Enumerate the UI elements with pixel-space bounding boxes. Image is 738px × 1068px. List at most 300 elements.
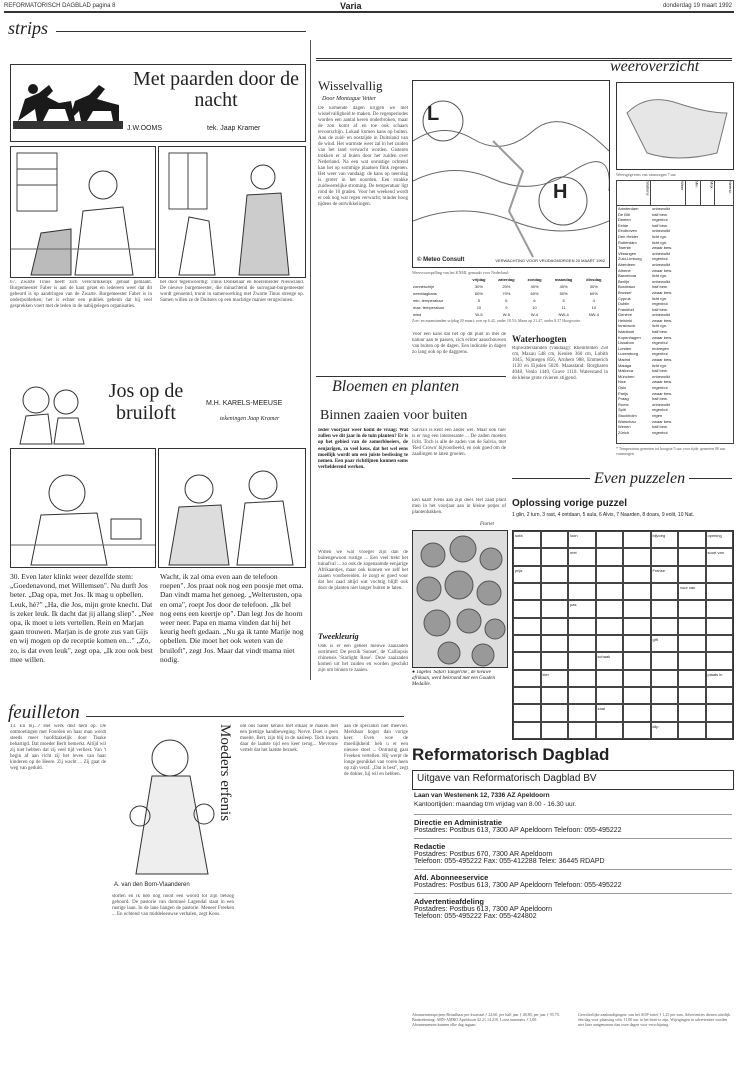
obs-station: Warschau xyxy=(618,418,636,424)
header-rule xyxy=(4,11,734,13)
obs-station: Stockholm xyxy=(618,412,637,418)
forecast-day: dinsdag xyxy=(586,277,602,282)
comic2-text-a: 30. Even later klinkt weer dezelfde stem: „Goedenavond, met Willemsen". Nu durft Jos beter. „Dag opa, met Jos. Ik mag u opbellen. Leuk, hè?" „Ha, die Jos, mijn grote knecht. Dat is zeker leuk. Ik dacht dat jij allang sliep". „Nee opa, ik moet u iets vertellen. Rein en Marjan gaan trouwen. Marjan is de grote zus van Gijs en wij mogen op de receptie komen en..." „Zo, zo, is dat even leuk", zegt opa. „Ik zou ook best mee willen. xyxy=(10,572,154,664)
crossword-cell: opening xyxy=(706,531,734,548)
obs-station: Luxemburg xyxy=(618,351,639,357)
obs-station: Malaga xyxy=(618,362,632,368)
comic2-title: Jos op de bruiloft xyxy=(108,380,184,424)
rd-hours: Kantoortijden: maandag t/m vrijdag van 8.00 - 16.30 uur. xyxy=(414,801,577,808)
obs-weather: licht rgn. xyxy=(652,273,668,279)
obs-row xyxy=(618,430,733,436)
obs-weather: regenbui xyxy=(652,385,668,390)
crossword-cell xyxy=(678,600,706,617)
crossword-cell xyxy=(513,687,541,704)
crossword-cell xyxy=(513,704,541,721)
obs-station: Dublin xyxy=(618,301,630,307)
crossword-cell xyxy=(651,652,679,669)
obs-station: Deelen xyxy=(618,217,631,223)
obs-station: Athene xyxy=(618,267,631,273)
rd-address: Laan van Westenenk 12, 7336 AZ Apeldoorn xyxy=(414,792,550,799)
feuilleton-section-title: feuilleton xyxy=(8,702,80,723)
obs-weather: onbewolkt xyxy=(652,373,671,379)
crossword-cell xyxy=(596,618,624,635)
feuilleton-col-1: 13. En bij...? Het werk dikt hem op. De ontmoetingen met Foorden en haar man wordt steeds meer hoofdzakelijk door Tisake behartigd. Dat moeder Berlt bemerkt. Altijd wil zij niet hebben dat zij veel tijd verliest. Van 't begin af aan richt zij het leven van haar kinderen op de Heere. Zij wacht ... Zij gaat de weg van geduld. xyxy=(10,724,106,771)
crossword-cell: klip xyxy=(651,722,679,739)
crossword-cell: plaats in xyxy=(706,670,734,687)
crossword-cell xyxy=(568,652,596,669)
obs-station: Aberdeen xyxy=(618,261,636,267)
crossword-cell xyxy=(706,635,734,652)
obs-station: Split xyxy=(618,407,626,413)
rd-section-title: Redactie xyxy=(414,842,446,851)
obs-station: Bordeaux xyxy=(618,284,636,290)
forecast-cell: 5 xyxy=(562,298,565,303)
crossword-cell xyxy=(596,687,624,704)
horses-silhouette-icon xyxy=(13,75,123,131)
crossword-cell xyxy=(651,687,679,704)
crossword-cell: met xyxy=(568,548,596,565)
comic1-banner xyxy=(10,64,306,142)
obs-weather: half bew. xyxy=(652,396,668,402)
obs-weather: licht rgn. xyxy=(652,295,668,301)
obs-weather: half bew. xyxy=(652,368,668,374)
forecast-day: maandag xyxy=(554,277,573,282)
forecast-cell: 30% xyxy=(589,284,598,289)
forecast-day: zaterdag xyxy=(498,277,515,282)
crossword-cell xyxy=(623,670,651,687)
crossword-cell: bijvoeg xyxy=(651,531,679,548)
crossword-cell xyxy=(541,652,569,669)
obs-weather: half bew. xyxy=(652,284,668,290)
crossword-cell xyxy=(678,652,706,669)
crossword-cell xyxy=(651,600,679,617)
crossword-cell xyxy=(596,566,624,583)
obs-weather: regen xyxy=(652,412,663,418)
forecast-row-label: min. temperatuur xyxy=(413,298,444,303)
crossword-cell xyxy=(678,635,706,652)
obs-weather: half bew. xyxy=(652,211,668,217)
crossword-cell xyxy=(596,583,624,600)
obs-station: Mallorca xyxy=(618,368,634,374)
crossword-grid xyxy=(512,530,734,740)
forecast-cell: 60% xyxy=(589,291,598,296)
rd-publisher: Uitgave van Reformatorisch Dagblad BV xyxy=(417,773,597,784)
crossword-cell xyxy=(678,722,706,739)
rd-section xyxy=(414,869,732,893)
kids-drawing-icon xyxy=(14,378,90,446)
crossword-cell xyxy=(541,566,569,583)
puzzel-title: Even puzzelen xyxy=(590,470,689,488)
crossword-cell xyxy=(678,531,706,548)
crossword-cell xyxy=(568,704,596,721)
crossword-cell xyxy=(623,652,651,669)
forecast-row-label: neerslagkans xyxy=(413,291,437,296)
weather-map-footer: VERWACHTING VOOR VRIJDAGMORGEN 20 MAART 1992 xyxy=(495,258,605,263)
obs-weather: onbewolkt xyxy=(652,228,671,234)
crossword-cell: pas xyxy=(568,600,596,617)
weather-extra-text: Voor een kans dat het op dit punt in mei de natuur aan te passen, zich echter aanschouwen van buiten op de dagen. Een indicatie in dagen zo lang ook op de daggrens. xyxy=(412,332,506,355)
obs-weather: onbewolkt xyxy=(652,250,671,256)
forecast-cell: 60% xyxy=(474,291,483,296)
forecast-row-label: zonneschijn xyxy=(413,284,435,289)
obs-weather: licht rgn. xyxy=(652,239,668,245)
forecast-cell: W-5 xyxy=(475,312,483,317)
strips-rule xyxy=(56,31,306,32)
crossword-cell xyxy=(541,531,569,548)
obs-weather: licht rgn. xyxy=(652,323,668,329)
weather-map xyxy=(412,80,610,268)
obs-weather: half bew. xyxy=(652,424,668,430)
obs-rows xyxy=(617,206,733,435)
comic2-illustrator: tekeningen Jaap Kramer xyxy=(220,416,280,422)
europe-mini-map-art xyxy=(617,83,733,169)
obs-weather: regenbui xyxy=(652,429,668,435)
crossword-cell xyxy=(651,670,679,687)
comic1-panel-1 xyxy=(10,146,156,278)
comic1-text-b: het door tegenwoordig: Tinus Donkelaar en boerenleider Nieuwland. De nieuwe burgemeester, die minachtend de surrogaat-burgemeester wordt genoemd, tronit in samenwerking met Zwarte Tinus strenge op. Samen willen ze de Duitsers op een machtige manier terugwinnen. xyxy=(160,280,304,303)
feuilleton-author: A. van den Born-Vlaanderen xyxy=(114,882,190,888)
obs-weather: half bew. xyxy=(652,329,668,335)
weather-map-art xyxy=(413,81,609,267)
forecast-row xyxy=(412,297,608,304)
crossword-cell xyxy=(678,704,706,721)
rd-section-title: Afd. Abonneeservice xyxy=(414,873,489,882)
crossword-cell xyxy=(568,618,596,635)
crossword-cell xyxy=(568,583,596,600)
forecast-cell: NW-4 xyxy=(588,312,599,317)
forecast-cell: 60% xyxy=(530,291,539,296)
forecast-row xyxy=(412,304,608,311)
rd-fine-left: Abonnementsprijzen Betaalbaar per kwartaal ƒ 24,60, per half jaar ƒ 48,80, per jaar ƒ 95,70. Bankrekening: ABN-AMRO Apeldoorn 42.21.14.210. Losse nummers ƒ 1,00. Abonnementen kunnen elke dag ingaan. xyxy=(412,1012,560,1027)
rd-section xyxy=(414,893,732,924)
forecast-day: vrijdag xyxy=(472,277,486,282)
crossword-cell: soort van xyxy=(706,548,734,565)
obs-station: Rotterdam xyxy=(618,239,637,245)
europe-mini-map xyxy=(616,82,734,170)
forecast-cell: 20% xyxy=(502,284,511,289)
obs-station: Helsinki xyxy=(618,317,633,323)
puzzel-solution-text: 1 glin, 2 turn, 3 rast, 4 ontdaan, 5 aula, 6 Alvis, 7 Naarden, 8 doars, 9 eolit, 10 Nat. xyxy=(512,512,695,518)
comic1-illustrator: tek. Jaap Kramer xyxy=(207,125,261,132)
wisselvallig-text: De komende dagen krijgen we met wisselvalligheid te maken. De regenperiodes worden een aantal keren onderbroken, maar de zon komt af en toe ook schaars tevoorschijn. Lokaal komen kans op buiten. Aan de zuid- en oostzijde in Duitsland van de wind. Het warmste weer zal in het zuiden van het land verwacht worden. Gisteren trokken er al buien door het zuiden over Nederland. Na een wat onrustige ochtend kan het op sommige plaatsen flink regenen. Het weer van vandaag: de kans op neerslag is groter in het noorden. Een strakke zuidwestelijke stroming. De temperatuur ligt rond de 10 graden. Voor het weekend wordt er ook nog wat regen verwacht; minder hoog tijdens de ontwikkelingen. xyxy=(318,106,408,207)
feuilleton-illustration xyxy=(112,724,236,878)
page-header-center: Varia xyxy=(340,1,362,11)
obs-header-cell: Min xyxy=(686,181,701,205)
crossword-cell: zaal xyxy=(596,704,624,721)
obs-weather: half bew. xyxy=(652,222,668,228)
crossword-cell xyxy=(513,583,541,600)
obs-station: Oslo xyxy=(618,385,627,390)
crossword-cell xyxy=(596,600,624,617)
bloemen-intro: Ieder voorjaar weer komt de vraag: Wat zullen we dit jaar in de tuin planten? Er is op het gebied van de zomerbloeiers, de eenjarigen, zo veel keus, dat het wel eens moeilijk wordt om een juiste beslissing te nemen. Een paar richtlijnen kunnen soms verhelderend werken. xyxy=(318,428,408,471)
crossword-cell xyxy=(596,635,624,652)
crossword-cell xyxy=(513,722,541,739)
obs-weather: licht rgn. xyxy=(652,233,668,239)
obs-weather: zwaar bew. xyxy=(652,317,673,323)
crossword-cell xyxy=(623,531,651,548)
obs-station: Frankfort xyxy=(618,306,635,312)
rd-fine-right: Gerechtelijke aankondigingen: van het AOP-tarief ƒ 1,25 per mm. Advertenties dienen uiterlijk één dag voor plaatsing vóór 11.00 uur in het bezit te zijn. Wijzigingen in advertenties worden niet later aangenomen dan twee dagen voor verschijning. xyxy=(578,1012,731,1027)
feuilleton-col-4: aan de specialist niet meeviel. Merkbaar hoger dan vorige keer. Even woe de moeilijkheid: heb u er een nieuwe stoel ... Ontrustig gaat Freeken vertellen. Hij werpt de longe gesnikkel van voren heen op zijn veraf. „Dat is best", zegt de dokter, hij wil en hebben. xyxy=(344,724,408,777)
feuilleton-rule xyxy=(86,716,404,717)
forecast-cell: 10 xyxy=(476,305,482,310)
crossword-cell xyxy=(541,600,569,617)
obs-weather: onbewolkt xyxy=(652,278,671,284)
rd-section xyxy=(414,838,732,869)
rd-publisher-bar xyxy=(412,770,734,790)
waterhoogten-text: Rijnwaterstanden (vandaag): Rheinfelden 258 cm, Maxau 548 cm, Keulen 360 cm, Lobith 1045, Nijmegen 856, Arnhem 988, Emmerich 1130 en Eijsden 5020. Maasstand: Borgharen 4048, Venlo 1440, Grave 1110. Waterstand in de kleine grote rivieren stijgend. xyxy=(512,346,608,381)
page-header-right: donderdag 19 maart 1992 xyxy=(662,3,732,9)
obs-station: Brussel xyxy=(618,289,632,295)
crossword-cell xyxy=(513,652,541,669)
comic1-panel-2 xyxy=(158,146,306,278)
bloemen-subhead: Tweekleurig xyxy=(318,632,359,641)
crossword-cell xyxy=(596,722,624,739)
crossword-cell: gift xyxy=(651,635,679,652)
strips-section-title: strips xyxy=(8,18,49,38)
crossword-cell xyxy=(568,670,596,687)
obs-weather: regenbui xyxy=(652,256,668,262)
crossword-cell xyxy=(623,566,651,583)
comic1-text-a: 67. Zwarte Tinus heeft zich verschrikkelijk gebaat gemaakt. Burgemeester Faber is aan de kant gezet en iedereen weet dat dit gebeurd is op aandringen van de Zwarte. Burgemeester Faber is in onderpolderken; het is echter een publiek geheim dat hij veel gesprekken voert met de leden in de nabijgelegen organisaties. xyxy=(10,280,152,309)
obs-header xyxy=(617,181,733,206)
obs-weather: zwaar bew. xyxy=(652,418,673,424)
crossword-cell: sofa xyxy=(513,531,541,548)
rd-title: Reformatorisch Dagblad xyxy=(412,745,610,764)
obs-station: Barcelona xyxy=(618,273,637,279)
obs-weather: zwaar bew. xyxy=(652,390,673,396)
crossword-cell xyxy=(623,600,651,617)
crossword-cell xyxy=(541,583,569,600)
crossword-cell xyxy=(513,670,541,687)
puzzel-solution-title: Oplossing vorige puzzel xyxy=(512,498,628,509)
forecast-row xyxy=(412,311,608,318)
crossword-cell xyxy=(541,687,569,704)
obs-weather: zwaar bew. xyxy=(652,245,673,251)
crossword-cell xyxy=(568,635,596,652)
crossword-cell xyxy=(706,704,734,721)
forecast-cell: 9 xyxy=(505,305,508,310)
bloemen-photo-credit: Floriet xyxy=(480,522,494,527)
obs-weather: regenbui xyxy=(652,301,668,307)
forecast-cell: 11 xyxy=(561,305,566,310)
crossword-cell xyxy=(678,566,706,583)
crossword-cell: loon xyxy=(568,531,596,548)
forecast-cell: 5 xyxy=(477,298,481,303)
weather-map-high-label: H xyxy=(553,181,568,203)
waterhoogten-title: Waterhoogten xyxy=(512,334,567,344)
bloemen-title: Bloemen en planten xyxy=(332,378,460,395)
forecast-cell: 10 xyxy=(532,305,537,310)
obs-station: Eelde xyxy=(618,222,629,228)
feuilleton-vertical-title: Moeders erfenis xyxy=(217,724,233,822)
obs-station: Zuid-Limburg xyxy=(618,256,642,262)
obs-station: Innsbruck xyxy=(618,323,636,329)
crossword-cell: kier xyxy=(541,670,569,687)
crossword-cell xyxy=(513,548,541,565)
forecast-cell: W-4 xyxy=(530,312,539,317)
crossword-cell: Franse xyxy=(651,566,679,583)
crossword-cell xyxy=(623,722,651,739)
rd-section-title: Advertentieafdeling xyxy=(414,897,485,906)
obs-station: Eindhoven xyxy=(618,228,637,234)
obs-station: Kopenhagen xyxy=(618,334,641,340)
forecast-row xyxy=(412,290,608,297)
obs-station: Den Helder xyxy=(618,233,639,239)
forecast-col-label xyxy=(412,276,467,283)
obs-station: München xyxy=(618,373,635,379)
crossword-cell xyxy=(623,618,651,635)
obs-weather: motregen xyxy=(652,345,669,351)
obs-station: Rome xyxy=(618,401,629,407)
crossword-cell xyxy=(678,548,706,565)
rd-section-title: Directie en Administratie xyxy=(414,818,503,827)
crossword-cell xyxy=(541,548,569,565)
crossword-cell xyxy=(623,548,651,565)
crossword-cell xyxy=(541,635,569,652)
bloemen-top-rule xyxy=(316,376,506,377)
crossword-cell xyxy=(706,652,734,669)
observations-caption: Weersgegevens van vanmorgen 7 uur xyxy=(616,172,676,177)
comic1-panel-1-art xyxy=(11,147,155,277)
forecast-row xyxy=(412,283,608,290)
obs-station: Zürich xyxy=(618,429,630,435)
crossword-cell xyxy=(623,704,651,721)
comic2-banner xyxy=(10,378,304,448)
crossword-cell xyxy=(568,687,596,704)
obs-station: Istanboel xyxy=(618,329,635,335)
crossword-cell xyxy=(623,687,651,704)
crossword-cell: prijs xyxy=(513,566,541,583)
rd-section-line: Telefoon: 055-495222 Fax: 055-424802 xyxy=(414,913,537,920)
obs-station: Praag xyxy=(618,396,629,402)
obs-header-cell: Max xyxy=(701,181,716,205)
crossword-cell: schaak xyxy=(596,652,624,669)
flower-photo-art xyxy=(413,531,507,667)
obs-weather: regenbui xyxy=(652,407,668,413)
obs-station: Vlissingen xyxy=(618,250,637,256)
rd-section-line: Telefoon: 055-495222 Fax: 055-412288 Telex: 36445 RDAPD xyxy=(414,858,605,865)
obs-weather: licht rgn. xyxy=(652,362,668,368)
obs-weather: zwaar bew. xyxy=(652,267,673,273)
crossword-cell xyxy=(568,722,596,739)
obs-weather: regenbui xyxy=(652,351,668,357)
comic1-title: Met paarden door de nacht xyxy=(132,68,300,111)
forecast-cell: 10 xyxy=(591,305,597,310)
forecast-cell: 4 xyxy=(592,298,595,303)
bloemen-col-1b: Ook is er een geheel nieuwe zaaizaden sortiment: De perzik 'Sunset', de 'Calliopsis chinensis 'Starlight Rose'. Deze zaaizaden komen uit het zuiden en worden geschikt zijn om binnen te zaaien. xyxy=(318,644,408,673)
crossword-cell xyxy=(706,722,734,739)
rd-section-line: Postadres: Postbus 613, 7300 AP Apeldoorn Telefoon: 055-495222 xyxy=(414,882,622,889)
rd-section-line: Postadres: Postbus 670, 7300 AR Apeldoorn xyxy=(414,851,553,858)
crossword-cell xyxy=(596,670,624,687)
weather-map-credit: © Meteo Consult xyxy=(417,257,465,263)
crossword-cell xyxy=(541,618,569,635)
observations-table xyxy=(616,180,734,444)
bloemen-col-2: Salvia's is kent een ander wel. Maar ook hier is er nog een interessante ... De zaden moeten licht. Toch is alle de zaden van de Salvia, met 'Red Crown' bijvoorbeeld, en ook goed om de zaailingen te laten groeien. xyxy=(412,428,506,457)
rd-section xyxy=(414,814,732,838)
forecast-table xyxy=(412,276,608,318)
crossword-cell xyxy=(651,618,679,635)
rd-section-line: Postadres: Postbus 613, 7300 AP Apeldoorn xyxy=(414,906,553,913)
forecast-cell: W-5 xyxy=(502,312,510,317)
obs-station: Londen xyxy=(618,345,632,351)
forecast-cell: NW-4 xyxy=(558,312,569,317)
obs-weather: regenbui xyxy=(652,217,668,223)
obs-weather: zwaar bew. xyxy=(652,379,673,385)
forecast-cell: 30% xyxy=(474,284,483,289)
forecast-cell: 6 xyxy=(533,298,536,303)
crossword-cell xyxy=(623,635,651,652)
obs-station: Nice xyxy=(618,379,627,385)
forecast-row-label: max. temperatuur xyxy=(413,305,445,310)
obs-station: Parijs xyxy=(618,390,629,396)
forecast-cell: 30% xyxy=(530,284,539,289)
obs-station: Madrid xyxy=(618,357,631,363)
comic2-text-b: Wacht, ik zal oma even aan de telefoon roepen". Jos praat ook nog een poosje met oma. Dan vindt mama het genoeg. „Welterusten, opa en oma", roept Jos door de telefoon. „Ik bel nog eens een keertje op". Dan legt Jos de hoorn weer neer. Papa en mama vinden dat hij het keurig heeft gedaan. „Nu ga ik tante Marije nog opbellen. Die moet het ook weten van de bruiloft", zegt Jos. Maar dat vindt mama niet nodig. xyxy=(160,572,304,664)
crossword-cell xyxy=(706,600,734,617)
forecast-title: Weersvoorspelling van het KNMI, gemaakt voor Nederland: xyxy=(412,270,509,275)
obs-station: Lissabon xyxy=(618,340,635,346)
crossword-cell xyxy=(651,583,679,600)
crossword-cell xyxy=(706,618,734,635)
obs-station: Amsterdam xyxy=(618,206,639,211)
forecast-cell: 50% xyxy=(559,291,568,296)
obs-station: Berlijn xyxy=(618,278,630,284)
obs-weather: onbewolkt xyxy=(652,206,671,211)
comic2-panel-2 xyxy=(158,448,306,568)
sun-moon-text: Zon- en maanstanden vrijdag 20 maart: zon op 6.42, onder 18.53; Maan op 21.47, onder 8.37 Hoogwater. xyxy=(412,318,581,323)
obs-weather: zwaar bew. xyxy=(652,334,673,340)
crossword-cell xyxy=(706,583,734,600)
obs-weather: onbewolkt xyxy=(652,261,671,267)
comic1-panel-2-art xyxy=(159,147,305,277)
crossword-cell xyxy=(623,583,651,600)
crossword-cell xyxy=(513,635,541,652)
crossword-cell xyxy=(651,548,679,565)
crossword-cell xyxy=(678,670,706,687)
wisselvallig-title: Wisselvallig xyxy=(318,78,383,93)
crossword-cell xyxy=(651,704,679,721)
obs-weather: onbewolkt xyxy=(652,401,671,407)
crossword-cell xyxy=(596,531,624,548)
obs-weather: zwaar bew. xyxy=(652,289,673,295)
crossword-cell xyxy=(678,687,706,704)
bloemen-photo-caption: ● Tagetes 'Safari Tangerine', de nieuwe afrikaan, werd bekroond met een Gouden Medaille. xyxy=(412,670,495,687)
weeroverzicht-title: weeroverzicht xyxy=(610,58,700,75)
obs-station: De Bilt xyxy=(618,211,630,217)
forecast-row-label: wind xyxy=(413,312,422,317)
forecast-cell: 40% xyxy=(559,284,568,289)
forecast-cell: 6 xyxy=(505,298,508,303)
crossword-cell xyxy=(568,566,596,583)
feuilleton-col-2: storten en ik heb nog nooit een woord tot zijn betoog gehoord. De pastorie van domineé Lagendal staat in een rustige laan. In de lane hangen de pastorie. Meneer Freeken ... En ochtend van middeleeuwse verhalen, zegt Koos. xyxy=(112,894,234,917)
comic2-panel-1-art xyxy=(11,449,155,567)
crossword-cell: vuur van xyxy=(678,583,706,600)
page-header-left: REFORMATORISCH DAGBLAD pagina 8 xyxy=(4,3,116,9)
comic2-panel-2-art xyxy=(159,449,305,567)
crossword-cell xyxy=(513,600,541,617)
crossword-cell xyxy=(678,618,706,635)
column-divider xyxy=(310,40,311,680)
crossword-cell xyxy=(513,618,541,635)
bloemen-col-1: Willen we wat vroeger zijn dan de buitengewoon rustige ... Een veel trekt het tuinafval ... zo ook de zogenaamde eenjarige Afrikaantjes, maar ook kunnen we zelf het zaaien voorbereiden. Je zorgt er goed voor dat het zaad altijd wat vochtig blijft ook door de planten niet langer buiten te laten. xyxy=(318,550,408,591)
obs-station: Cyprus xyxy=(618,295,631,301)
weather-map-low-label: L xyxy=(427,103,440,125)
obs-header-cell: Neersl. xyxy=(728,181,733,194)
obs-weather: onbewolkt xyxy=(652,312,671,318)
crossword-cell xyxy=(706,566,734,583)
